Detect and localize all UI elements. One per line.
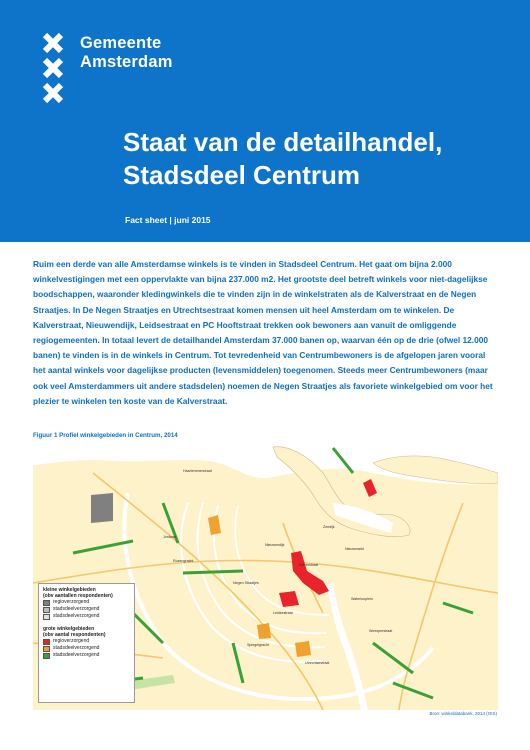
retail-area-stadsdeel-spiegel	[257, 623, 271, 639]
figure-caption: Figuur 1 Profiel winkelgebieden in Centrum, 2014	[33, 432, 178, 439]
title-line-1: Staat van de detailhandel,	[123, 127, 443, 157]
legend-item: regioverzorgend	[43, 599, 130, 606]
retail-area-stadsdeel-jordaan	[208, 515, 221, 535]
amsterdam-xxx-logo	[42, 32, 74, 107]
retail-map	[33, 443, 498, 710]
map-label: Utrechtsestraat	[305, 661, 330, 665]
cross-icon	[42, 32, 64, 54]
legend-swatch-green	[43, 653, 50, 659]
cross-icon	[42, 57, 64, 79]
legend-small-subheader: (obv aantallen respondenten)	[43, 593, 113, 599]
page-title	[123, 126, 523, 192]
map-label: Negen Straatjes	[233, 581, 259, 585]
header-banner	[0, 0, 530, 242]
retail-area-grey	[91, 493, 113, 523]
legend-large-subheader: (obv aantal respondenten)	[43, 632, 106, 638]
map-label: Zeedijk	[323, 525, 335, 529]
cross-icon	[42, 82, 64, 104]
retail-area-regio-oost	[363, 479, 377, 497]
legend-swatch-grey	[43, 600, 50, 606]
org-line-1: Gemeente	[80, 34, 162, 52]
legend-item: stadsdeelverzorgend	[43, 613, 130, 620]
organization-name	[80, 34, 173, 72]
map-label: Kalverstraat	[299, 563, 319, 567]
legend-swatch-lightgrey	[43, 607, 50, 613]
map-label: Jordaan	[163, 535, 176, 539]
map-label: Waterlooplein	[351, 597, 373, 601]
legend-item: regioverzorgend	[43, 638, 130, 645]
map-label: Leidsestraat	[273, 611, 293, 615]
retail-area-regio-negen-straatjes	[279, 591, 299, 607]
map-label: Haarlemmerstraat	[183, 469, 212, 473]
figure-source: Bron: winkeldatabank, 2014 (OIS)	[429, 711, 497, 716]
map-label: Nieuwendijk	[265, 543, 285, 547]
legend-swatch-red	[43, 639, 50, 645]
legend-item: stadsdeelverzorgend	[43, 645, 130, 652]
subtitle: Fact sheet | juni 2015	[125, 215, 211, 225]
legend-large-header: grote winkelgebieden	[43, 626, 95, 632]
map-legend	[38, 583, 135, 703]
legend-item: stadsdeelverzorgend	[43, 652, 130, 659]
intro-paragraph: Ruim een derde van alle Amsterdamse winkels is te vinden in Stadsdeel Centrum. Het gaat om bijna 2.000 winkelvestigingen met een oppervlakte van bijna 237.000 m2. Het grootste deel betreft winkels voor niet-dagelijkse boodschappen, waaronder kledingwinkels die te vinden zijn in de winkelstraten als de Kalverstraat en de Negen Straatjes. In De Negen Straatjes en Utrechtsestraat komen mensen uit heel Amsterdam om te winkelen. De Kalverstraat, Nieuwendijk, Leidsestraat en PC Hooftstraat trekken ook bewoners aan vanuit de omliggende regiogemeenten. In totaal levert de detailhandel Amsterdam 37.000 banen op, waarvan één op de drie (ofwel 12.000 banen) te vinden is in de winkels in Centrum. Tot tevredenheid van Centrumbewoners is de afgelopen jaren vooral het aantal winkels voor dagelijkse producten (levensmiddelen) toegenomen. Steeds meer Centrumbewoners (maar ook veel Amsterdammers uit andere stadsdelen) noemen de Negen Straatjes als favoriete winkelgebied om voor het plezier te winkelen ten koste van de Kalverstraat.	[33, 259, 493, 406]
legend-item: stadsdeelverzorgend	[43, 606, 130, 613]
org-line-2: Amsterdam	[80, 53, 173, 71]
title-line-2: Stadsdeel Centrum	[123, 160, 360, 190]
legend-small-header: kleine winkelgebieden	[43, 587, 96, 593]
legend-swatch-orange	[43, 646, 50, 652]
map-label: Rozengracht	[173, 559, 194, 563]
map-label: Nieuwmarkt	[345, 547, 364, 551]
map-label: Weesperstraat	[369, 629, 393, 633]
legend-swatch-palegrey	[43, 614, 50, 620]
map-label: Spiegelgracht	[247, 643, 269, 647]
retail-area-stadsdeel-utrecht	[295, 641, 311, 657]
